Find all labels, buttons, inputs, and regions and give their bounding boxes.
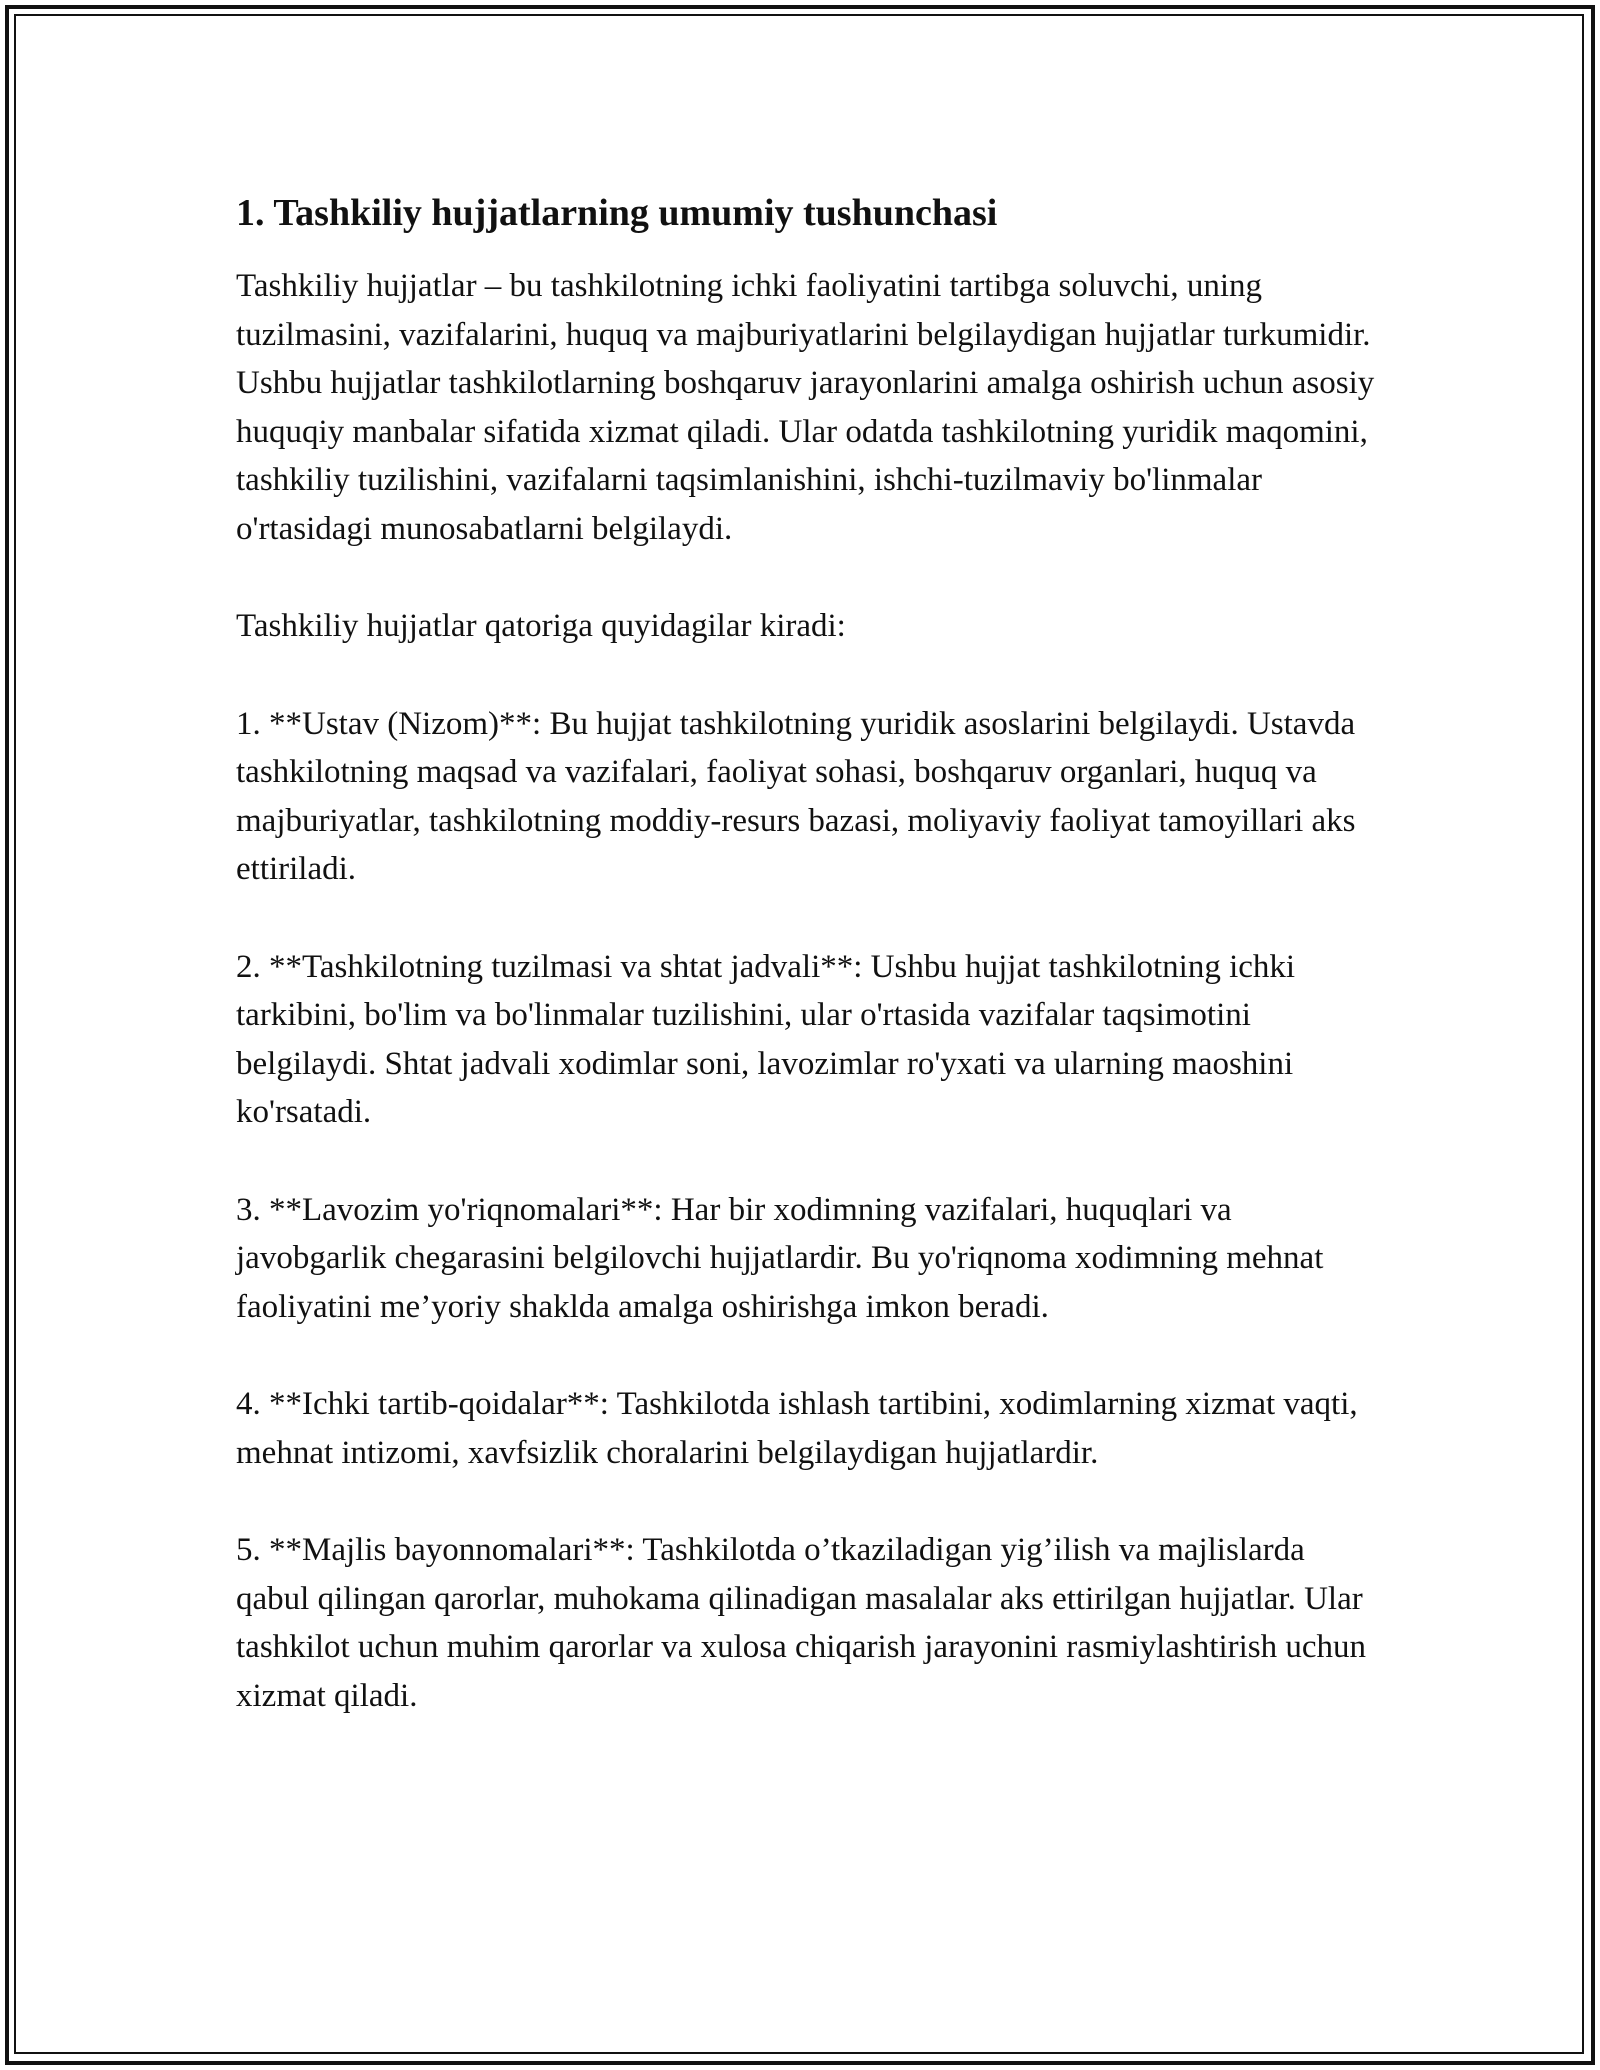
list-item-tartib: 4. **Ichki tartib-qoidalar**: Tashkilotda ishlash tartibini, xodimlarning xizmat vaqti, mehnat intizomi, xavfsizlik choralarini belgilaydigan hujjatlardir. [236, 1386, 1358, 1471]
list-intro-paragraph: Tashkiliy hujjatlar qatoriga quyidagilar kiradi: [236, 608, 846, 644]
section-heading: 1. Tashkiliy hujjatlarning umumiy tushunchasi [236, 192, 998, 234]
intro-paragraph: Tashkiliy hujjatlar – bu tashkilotning ichki faoliyatini tartibga soluvchi, uning tuzilmasini, vazifalarini, huquq va majburiyatlarini belgilaydigan hujjatlar turkumidir. Ushbu hujjatlar tashkilotlarning boshqaruv jarayonlarini amalga oshirish uchun asosiy huquqiy manbalar sifatida xizmat qiladi. Ular odatda tashkilotning yuridik maqomini, tashkiliy tuzilishini, vazifalarni taqsimlanishini, ishchi-tuzilmaviy bo'linmalar o'rtasidagi munosabatlarni belgilaydi. [236, 268, 1375, 547]
document-body [236, 185, 1386, 1720]
list-item-tuzilma: 2. **Tashkilotning tuzilmasi va shtat jadvali**: Ushbu hujjat tashkilotning ichki tarkibini, bo'lim va bo'linmalar tuzilishini, ular o'rtasida vazifalar taqsimotini belgilaydi. Shtat jadvali xodimlar soni, lavozimlar ro'yxati va ularning maoshini ko'rsatadi. [236, 948, 1296, 1130]
list-item-ustav: 1. **Ustav (Nizom)**: Bu hujjat tashkilotning yuridik asoslarini belgilaydi. Ustavda tashkilotning maqsad va vazifalari, faoliyat sohasi, boshqaruv organlari, huquq va majburiyatlar, tashkilotning moddiy-resurs bazasi, moliyaviy faoliyat tamoyillari aks ettiriladi. [236, 705, 1356, 887]
list-item-lavozim: 3. **Lavozim yo'riqnomalari**: Har bir xodimning vazifalari, huquqlari va javobgarlik chegarasini belgilovchi hujjatlardir. Bu yo'riqnoma xodimning mehnat faoliyatini me’yoriy shaklda amalga oshirishga imkon beradi. [236, 1191, 1324, 1325]
list-item-majlis: 5. **Majlis bayonnomalari**: Tashkilotda o’tkaziladigan yig’ilish va majlislarda qabul qilingan qarorlar, muhokama qilinadigan masalalar aks ettirilgan hujjatlar. Ular tashkilot uchun muhim qarorlar va xulosa chiqarish jarayonini rasmiylashtirish uchun xizmat qiladi. [236, 1532, 1367, 1714]
